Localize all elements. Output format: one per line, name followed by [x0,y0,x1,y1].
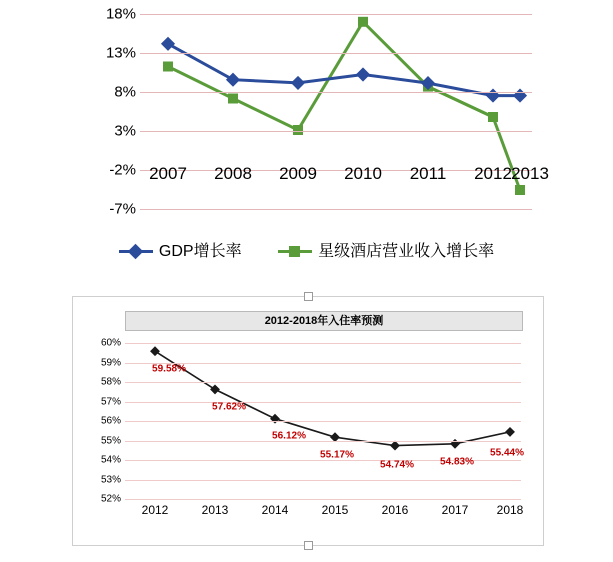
legend-label-gdp: GDP增长率 [158,243,242,260]
chart2-xtick-1: 2013 [201,503,229,517]
chart2-ytick-7: 53% [100,474,121,485]
chart2-ytick-3: 57% [100,396,121,407]
chart2-data-label-2016: 54.74% [380,459,414,471]
chart2-data-label-2017: 54.83% [440,456,474,468]
chart2-plot-area [125,343,524,499]
chart2-ytick-0: 60% [100,337,121,349]
chart1-ytick-2: 8% [114,83,136,101]
chart2-xtick-3: 2015 [321,503,349,517]
chart2-y-axis-labels [81,337,121,505]
chart1-xtick-2: 2009 [279,164,317,183]
legend-marker-diamond-icon [119,250,153,253]
chart2-data-label-2012: 59.58% [152,363,186,375]
chart1-xtick-4: 2011 [409,164,447,183]
chart2-gridline [125,343,521,344]
chart2-gridline [125,382,521,383]
chart2-ytick-8: 52% [100,493,121,505]
chart1-xtick-0: 2007 [149,164,187,183]
chart1-ytick-3: 3% [114,122,136,140]
series-occupancy-line [155,351,510,445]
chart1-legend [0,238,613,261]
series-hotel-revenue-line [168,22,493,130]
chart1-x-axis-labels [140,164,549,190]
chart2-xtick-5: 2017 [441,503,469,517]
legend-label-hotel-revenue: 星级酒店营业收入增长率 [318,243,495,260]
chart2-data-label-2015: 55.17% [320,449,354,461]
chart2-gridline [125,441,521,442]
legend-item-hotel-revenue [278,238,494,261]
chart2-gridline [125,480,521,481]
chart2-ytick-5: 55% [100,435,121,446]
chart2-gridline [125,499,521,500]
chart1-gridline [140,92,532,93]
chart2-ytick-1: 59% [100,357,121,368]
occupancy-forecast-chart[interactable] [72,296,544,546]
chart2-gridline [125,402,521,403]
chart1-gridline [140,14,532,15]
resize-handle-top[interactable] [304,292,313,301]
resize-handle-bottom[interactable] [304,541,313,550]
chart2-title: 2012-2018年入住率预测 [125,311,523,331]
chart1-xtick-1: 2008 [214,164,252,183]
chart2-xtick-4: 2016 [381,503,409,517]
legend-marker-square-icon [278,250,312,253]
chart1-y-axis-labels [96,5,136,218]
chart2-gridline [125,421,521,422]
chart2-ytick-4: 56% [100,415,121,427]
chart1-ytick-4: -2% [109,161,136,179]
chart1-xtick-5: 2012 [474,164,512,183]
chart2-x-axis-labels [125,503,524,523]
legend-item-gdp [119,238,242,261]
chart2-xtick-6: 2018 [496,503,524,517]
chart1-xtick-3: 2010 [344,164,382,183]
chart1-ytick-0: 18% [105,5,136,23]
chart2-xtick-0: 2012 [141,503,169,517]
chart1-gridline [140,209,532,210]
chart1-ytick-1: 13% [105,44,136,62]
chart2-data-label-2013: 57.62% [212,401,246,413]
chart1-gridline [140,53,532,54]
chart1-gridline [140,131,532,132]
chart2-data-label-2014: 56.12% [272,430,306,442]
chart2-xtick-2: 2014 [261,503,289,517]
chart2-data-label-2018: 55.44% [490,447,524,459]
chart2-ytick-6: 54% [100,454,121,466]
chart1-xtick-6: 2013 [511,164,549,183]
chart2-ytick-2: 58% [100,376,121,388]
chart1-ytick-5: -7% [109,200,136,218]
